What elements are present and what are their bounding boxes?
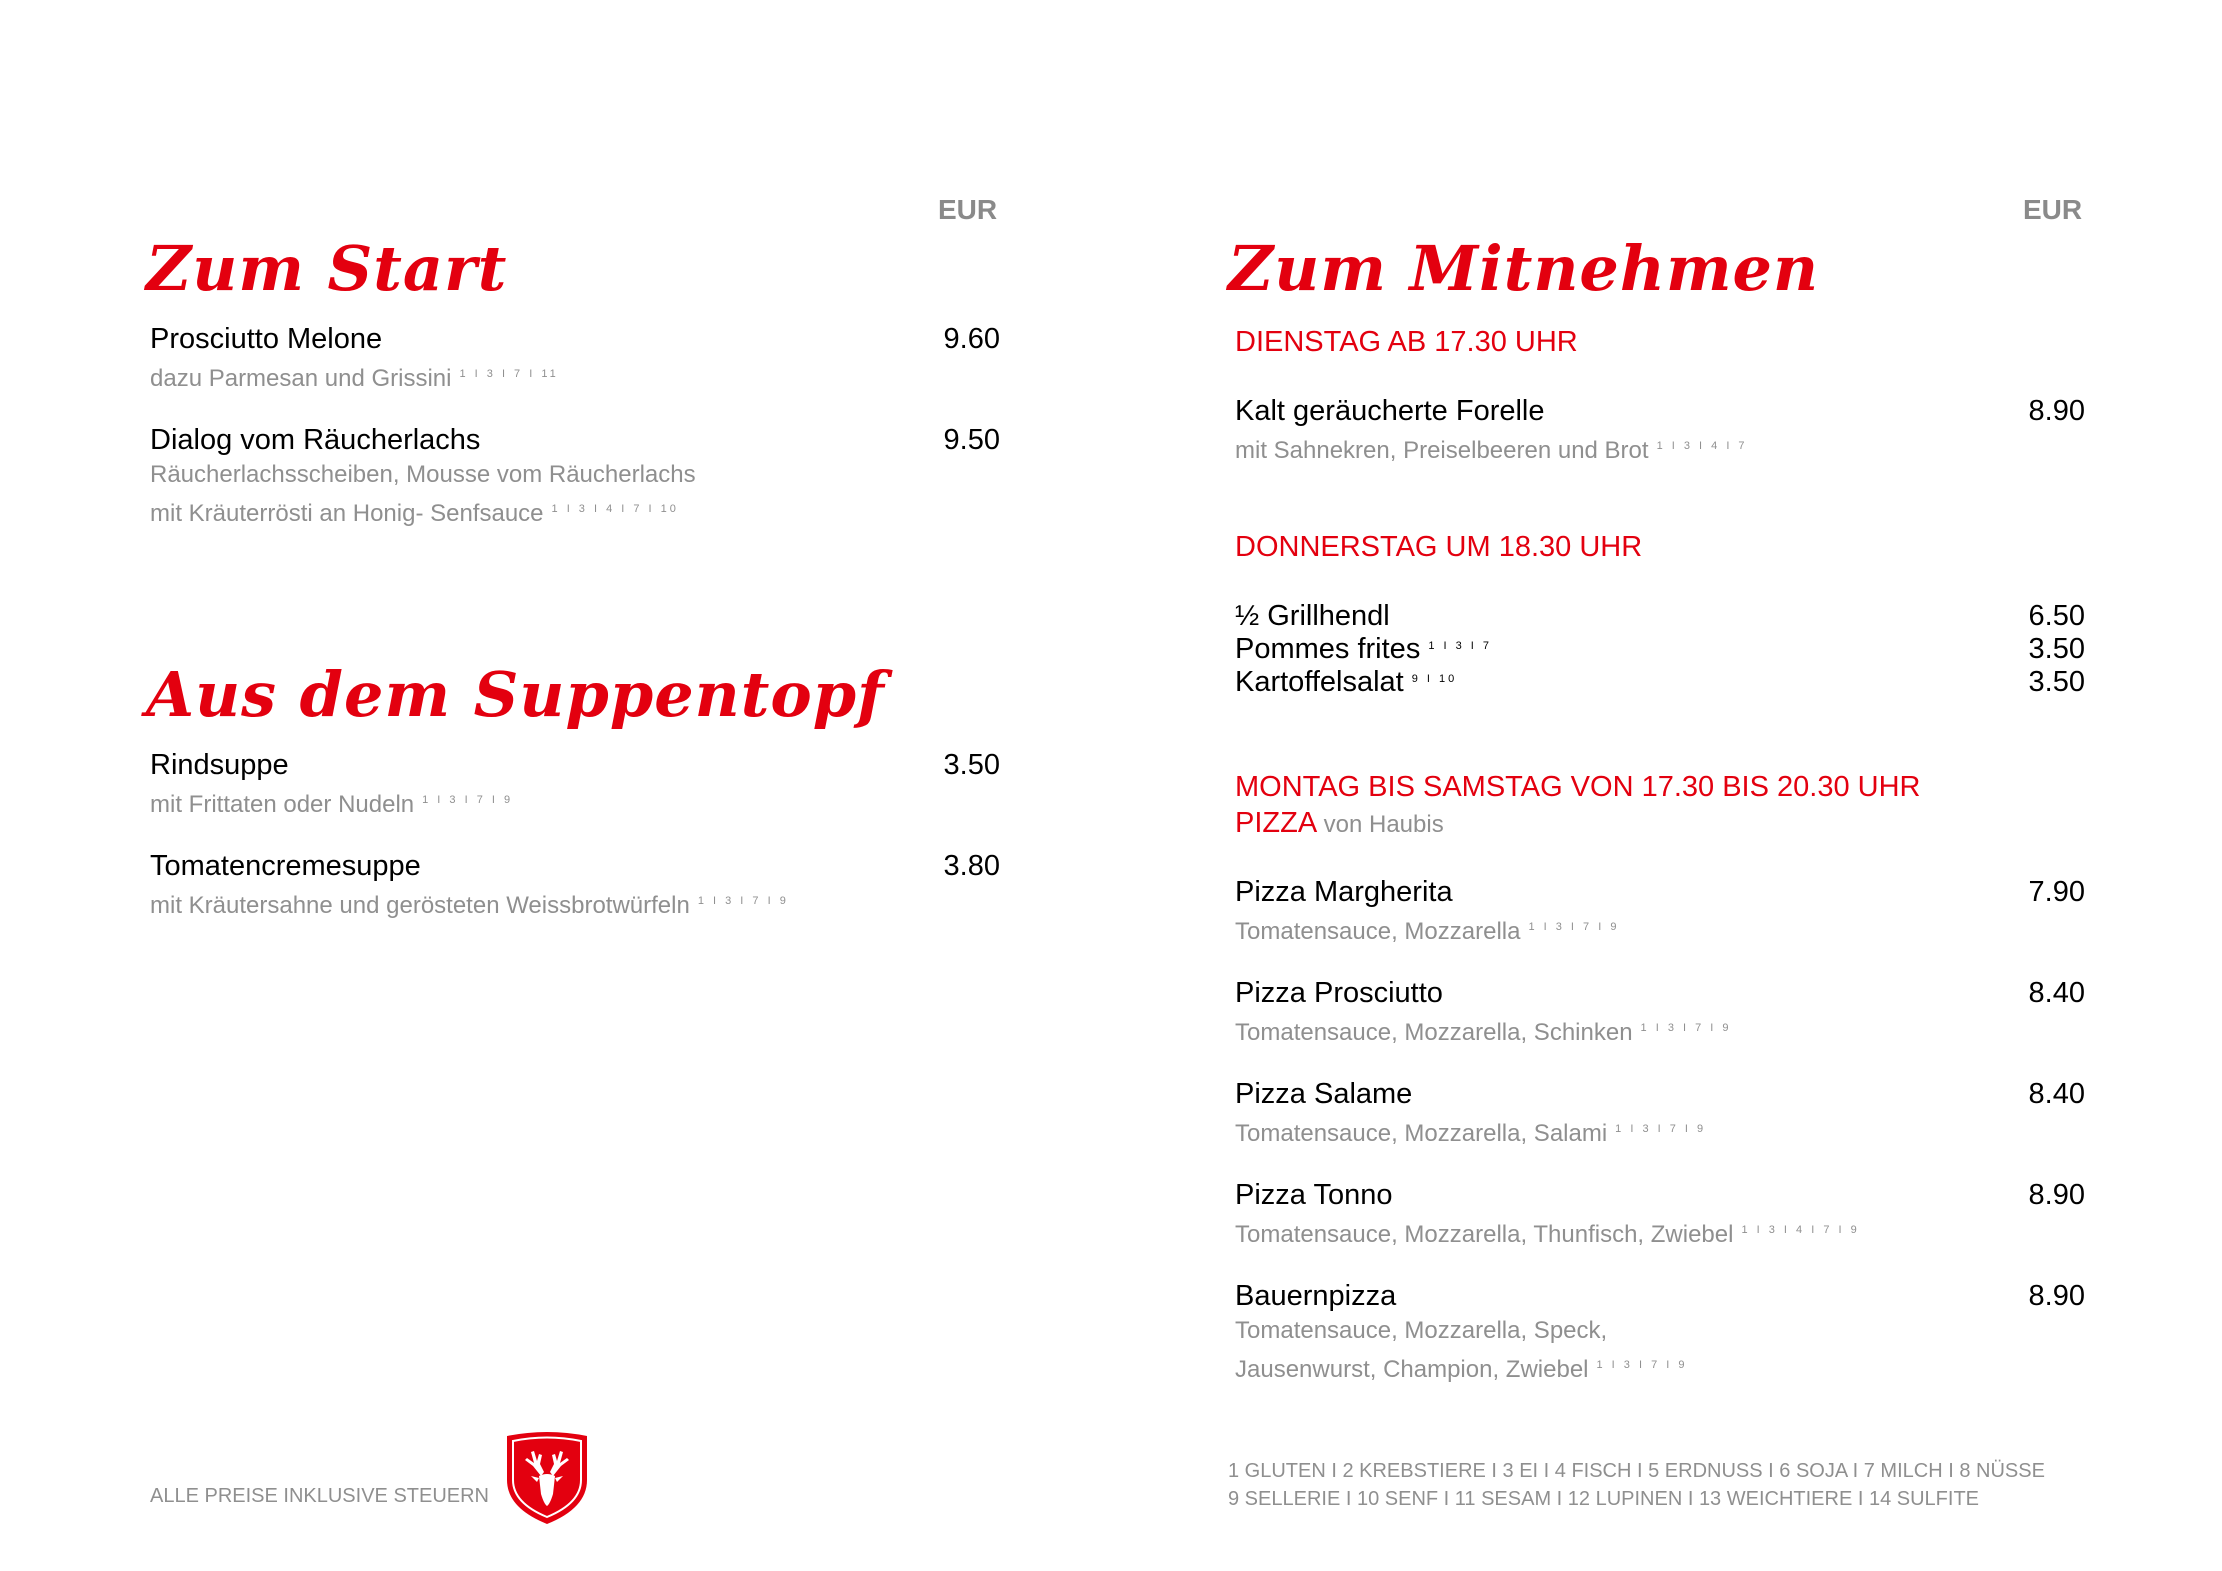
menu-item-description: Tomatensauce, Mozzarella, Schinken $^{1 I 3 I 7 I 9}$ — [1235, 1019, 1732, 1046]
menu-item-price: 8.40 — [2028, 1078, 2085, 1110]
menu-item-name: Pizza Margherita — [1235, 876, 1453, 908]
menu-item-description: dazu Parmesan und Grissini $^{1 I 3 I 7 I 11}$ — [150, 365, 559, 392]
pizza-heading: MONTAG BIS SAMSTAG VON 17.30 BIS 20.30 UHR — [1235, 771, 1921, 803]
section-title-suppentopf: Aus dem Suppentopf — [146, 658, 885, 731]
allergen-codes: 1 I 3 I 4 I 7 I 10 — [551, 503, 679, 515]
menu-item-price: 3.50 — [2028, 666, 2085, 698]
deer-crest-icon — [503, 1430, 591, 1526]
menu-item-price: 9.50 — [943, 424, 1000, 456]
pizza-sublabel: von Haubis — [1323, 811, 1444, 838]
menu-item-price: 8.90 — [2028, 1179, 2085, 1211]
menu-item-name: Kartoffelsalat $^{9 I 10}$ — [1235, 666, 1458, 698]
currency-label-left: EUR — [938, 194, 998, 225]
allergen-codes: 1 I 3 I 7 I 11 — [459, 368, 559, 380]
menu-item-description: Räucherlachsscheiben, Mousse vom Räucherlachs mit Kräuterrösti an Honig- Senfsauce $^{1 I 3 I 4 I 7 I 10}$ — [150, 461, 696, 527]
thursday-heading: DONNERSTAG UM 18.30 UHR — [1235, 531, 1643, 563]
menu-item-price: 3.80 — [943, 850, 1000, 882]
allergen-codes: 1 I 3 I 7 I 9 — [1528, 921, 1620, 933]
menu-item-name: Pommes frites $^{1 I 3 I 7}$ — [1235, 633, 1493, 665]
menu-item-name: ½ Grillhendl — [1235, 600, 1390, 632]
menu-item-price: 3.50 — [2028, 633, 2085, 665]
menu-item-price: 6.50 — [2028, 600, 2085, 632]
allergen-codes: 1 I 3 I 7 I 9 — [1640, 1022, 1732, 1034]
menu-item-price: 3.50 — [943, 749, 1000, 781]
menu-item-description: Tomatensauce, Mozzarella $^{1 I 3 I 7 I 9}$ — [1235, 918, 1620, 945]
tax-note: ALLE PREISE INKLUSIVE STEUERN — [150, 1485, 490, 1507]
section-title-zum-mitnehmen: Zum Mitnehmen — [1228, 232, 1820, 305]
menu-item-name: Kalt geräucherte Forelle — [1235, 395, 1545, 427]
allergen-codes: 1 I 3 I 4 I 7 — [1656, 440, 1748, 452]
menu-item-price: 8.90 — [2028, 395, 2085, 427]
allergen-legend: 1 GLUTEN I 2 KREBSTIERE I 3 EI I 4 FISCH I 5 ERDNUSS I 6 SOJA I 7 MILCH I 8 NÜSSE 9 SELLERIE I 10 SENF I 11 SESAM I 12 LUPINEN I 13 WEICHTIERE I 14 SULFITE — [1228, 1460, 2045, 1510]
allergen-codes: 1 I 3 I 7 I 9 — [422, 794, 514, 806]
allergen-codes: 1 I 3 I 7 I 9 — [1615, 1123, 1707, 1135]
menu-item-name: Pizza Prosciutto — [1235, 977, 1443, 1009]
menu-item-description: mit Frittaten oder Nudeln $^{1 I 3 I 7 I 9}$ — [150, 791, 514, 818]
menu-item-price: 8.40 — [2028, 977, 2085, 1009]
pizza-label: PIZZA von Haubis — [1235, 807, 1444, 839]
menu-item-description: Tomatensauce, Mozzarella, Thunfisch, Zwiebel $^{1 I 3 I 4 I 7 I 9}$ — [1235, 1221, 1860, 1248]
menu-item-name: Bauernpizza — [1235, 1280, 1397, 1312]
menu-item-name: Tomatencremesuppe — [150, 850, 421, 882]
allergen-codes: 1 I 3 I 4 I 7 I 9 — [1741, 1224, 1860, 1236]
menu-item-description: mit Sahnekren, Preiselbeeren und Brot $^{1 I 3 I 4 I 7}$ — [1235, 437, 1748, 464]
menu-item-name: Rindsuppe — [150, 749, 289, 781]
menu-item-name: Pizza Tonno — [1235, 1179, 1393, 1211]
menu-item-description: Tomatensauce, Mozzarella, Salami $^{1 I 3 I 7 I 9}$ — [1235, 1120, 1707, 1147]
menu-item-price: 7.90 — [2028, 876, 2085, 908]
menu-item-description: mit Kräutersahne und gerösteten Weissbrotwürfeln $^{1 I 3 I 7 I 9}$ — [150, 892, 789, 919]
allergen-codes: 1 I 3 I 7 — [1428, 640, 1493, 652]
currency-label-right: EUR — [2023, 194, 2083, 225]
menu-item-price: 9.60 — [943, 323, 1000, 355]
menu-item-name: Prosciutto Melone — [150, 323, 383, 355]
menu-item-description: Tomatensauce, Mozzarella, Speck, Jausenwurst, Champion, Zwiebel $^{1 I 3 I 7 I 9}$ — [1235, 1317, 1688, 1383]
menu-item-price: 8.90 — [2028, 1280, 2085, 1312]
allergen-codes: 9 I 10 — [1411, 673, 1458, 685]
allergen-codes: 1 I 3 I 7 I 9 — [697, 895, 789, 907]
menu-item-name: Pizza Salame — [1235, 1078, 1413, 1110]
allergen-codes: 1 I 3 I 7 I 9 — [1596, 1359, 1688, 1371]
tuesday-heading: DIENSTAG AB 17.30 UHR — [1235, 326, 1578, 358]
section-title-zum-start: Zum Start — [146, 232, 508, 305]
menu-item-name: Dialog vom Räucherlachs — [150, 424, 481, 456]
